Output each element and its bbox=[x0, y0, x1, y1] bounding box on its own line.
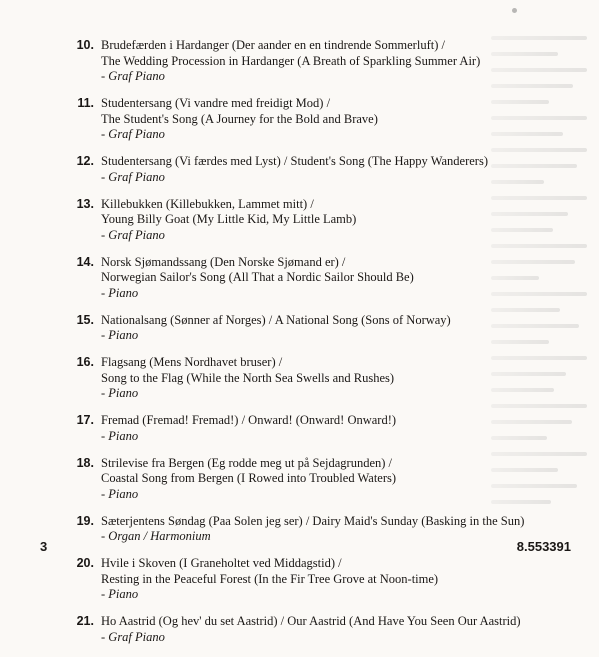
track-entry bbox=[60, 38, 580, 84]
track-entry bbox=[60, 355, 580, 401]
track-instrument: - Piano bbox=[101, 428, 139, 443]
track-number: 14. bbox=[76, 254, 94, 269]
track-title-line: Resting in the Peaceful Forest (In the Fir Tree Grove at Noon-time) bbox=[101, 571, 439, 586]
track-instrument: - Piano bbox=[101, 486, 139, 501]
track-title-line: Song to the Flag (While the North Sea Swells and Rushes) bbox=[101, 370, 395, 385]
track-number: 12. bbox=[76, 154, 94, 168]
track-title-line: Norsk Sjømandssang (Den Norske Sjømand er) / bbox=[101, 254, 346, 269]
track-title-line: Studentersang (Vi færdes med Lyst) / Student's Song (The Happy Wanderers) bbox=[101, 154, 488, 168]
track-instrument: - Piano bbox=[101, 328, 139, 342]
track-body bbox=[101, 255, 580, 301]
track-entry bbox=[60, 556, 580, 602]
track-body bbox=[101, 413, 580, 443]
track-body bbox=[101, 556, 580, 602]
track-title-line: Nationalsang (Sønner af Norges) / A National Song (Sons of Norway) bbox=[101, 312, 451, 327]
track-entry bbox=[60, 456, 580, 502]
track-body bbox=[101, 614, 580, 644]
track-title-line: Flagsang (Mens Nordhavet bruser) / bbox=[101, 355, 283, 369]
track-body bbox=[101, 313, 580, 343]
track-entry bbox=[60, 413, 580, 443]
track-title-line: The Student's Song (A Journey for the Bold and Brave) bbox=[101, 111, 378, 126]
track-instrument: - Piano bbox=[101, 386, 139, 400]
track-instrument: - Graf Piano bbox=[101, 169, 165, 184]
catalogue-number: 8.553391 bbox=[516, 539, 571, 554]
track-title-line: The Wedding Procession in Hardanger (A Breath of Sparkling Summer Air) bbox=[101, 53, 481, 68]
track-title-line: Brudefærden i Hardanger (Der aander en en tindrende Sommerluft) / bbox=[101, 38, 445, 52]
track-entry bbox=[60, 154, 580, 184]
track-number: 11. bbox=[77, 96, 94, 110]
track-title-line: Studentersang (Vi vandre med freidigt Mod) / bbox=[101, 96, 331, 110]
track-entry bbox=[60, 255, 580, 301]
track-number: 21. bbox=[76, 614, 94, 628]
track-body bbox=[101, 38, 580, 84]
track-body bbox=[101, 355, 580, 401]
track-entry bbox=[60, 514, 580, 544]
track-title-line: Young Billy Goat (My Little Kid, My Little Lamb) bbox=[101, 212, 357, 226]
track-number: 18. bbox=[76, 455, 94, 470]
track-number: 17. bbox=[76, 413, 94, 427]
corner-mark bbox=[512, 8, 517, 13]
track-body bbox=[101, 514, 580, 544]
track-number: 19. bbox=[76, 513, 94, 528]
track-title-line: Ho Aastrid (Og hev' du set Aastrid) / Our Aastrid (And Have You Seen Our Aastrid) bbox=[101, 614, 521, 628]
track-instrument: - Graf Piano bbox=[101, 127, 165, 141]
track-body bbox=[101, 456, 580, 502]
track-instrument: - Graf Piano bbox=[101, 629, 165, 644]
track-title-line: Hvile i Skoven (I Graneholtet ved Middagstid) / bbox=[101, 556, 342, 570]
track-instrument: - Graf Piano bbox=[101, 227, 165, 242]
track-title-line: Norwegian Sailor's Song (All That a Nordic Sailor Should Be) bbox=[101, 270, 414, 284]
track-entry bbox=[60, 313, 580, 343]
track-title-line: Killebukken (Killebukken, Lammet mitt) / bbox=[101, 196, 314, 211]
track-title-line: Fremad (Fremad! Fremad!) / Onward! (Onward! Onward!) bbox=[101, 413, 397, 427]
track-number: 13. bbox=[76, 196, 94, 211]
track-number: 16. bbox=[76, 355, 94, 369]
track-entry bbox=[60, 197, 580, 243]
track-entry bbox=[60, 614, 580, 644]
track-instrument: - Piano bbox=[101, 587, 139, 601]
track-list bbox=[60, 38, 580, 657]
track-body bbox=[101, 96, 580, 142]
track-number: 15. bbox=[76, 312, 94, 327]
track-number: 20. bbox=[76, 556, 94, 570]
track-body bbox=[101, 197, 580, 243]
track-number: 10. bbox=[76, 38, 94, 52]
track-instrument: - Graf Piano bbox=[101, 69, 165, 83]
track-title-line: Sæterjentens Søndag (Paa Solen jeg ser) / Dairy Maid's Sunday (Basking in the Sun) bbox=[101, 513, 525, 528]
track-body bbox=[101, 154, 580, 184]
track-instrument: - Piano bbox=[101, 285, 139, 300]
page-number: 3 bbox=[40, 539, 48, 554]
track-entry bbox=[60, 96, 580, 142]
track-title-line: Strilevise fra Bergen (Eg rodde meg ut på Sejdagrunden) / bbox=[101, 455, 393, 470]
track-instrument: - Organ / Harmonium bbox=[101, 529, 211, 543]
track-title-line: Coastal Song from Bergen (I Rowed into Troubled Waters) bbox=[101, 471, 397, 485]
